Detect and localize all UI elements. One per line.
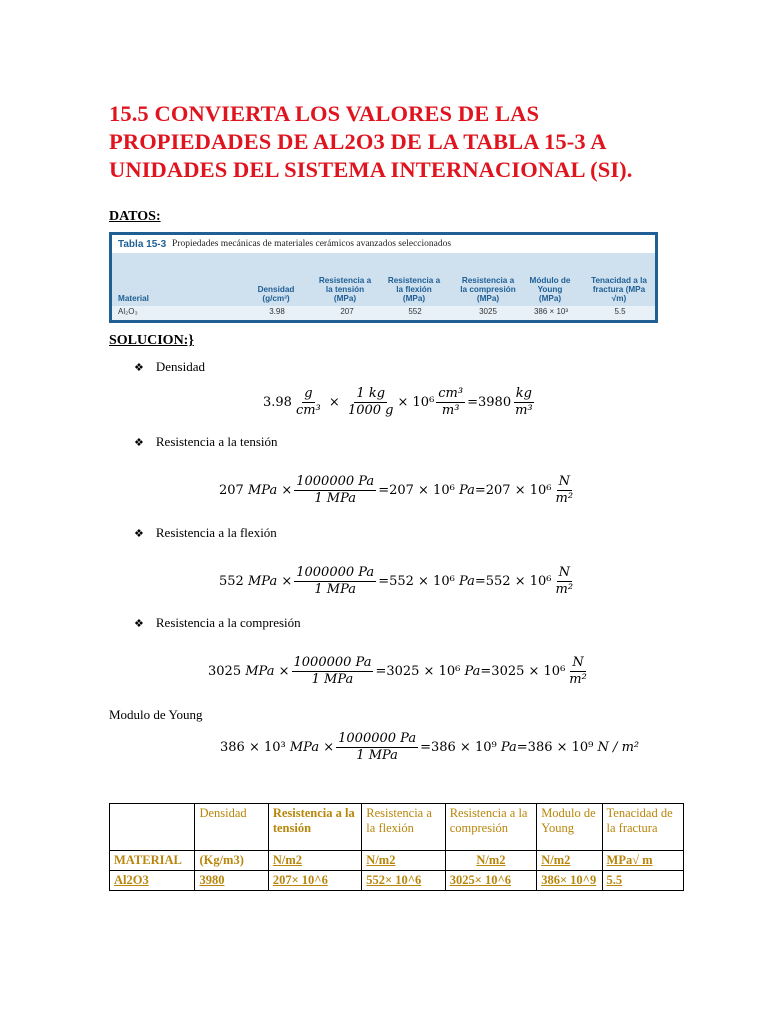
section-label-flexion: Resistencia a la flexión [155, 525, 277, 540]
eq-result-1: =3025 × 10⁶ [375, 664, 461, 679]
source-table-caption [112, 235, 655, 254]
denominator: m² [555, 491, 574, 506]
fraction [292, 655, 374, 688]
table-cell: MATERIAL [110, 851, 195, 871]
eq-multiplier: × 10⁶ [397, 395, 435, 410]
numerator: N [572, 655, 584, 670]
equation-compresion: 3025 MPa × $\frac{1000000 Pa}{\text{1 MPa}}$ =3025 × 10⁶ Pa =3025 × 10⁶ $\frac{N}{\text{m²}}$ [208, 655, 587, 687]
fraction [346, 386, 396, 419]
numerator: N [558, 565, 570, 580]
table-cell: Resistencia a la flexión [362, 804, 445, 851]
table-row [110, 851, 684, 871]
eq-result-2: =386 × 10⁹ [516, 740, 594, 755]
source-cell-tension: 207 [340, 307, 354, 316]
source-header-compresion: Resistencia a la compresión (MPa) [460, 276, 516, 303]
numerator: 1000000 Pa [296, 474, 375, 489]
denominator: 1 MPa [356, 748, 398, 763]
eq-result-1: =552 × 10⁶ [378, 574, 455, 589]
bullet-flexion [134, 525, 277, 541]
fraction [554, 474, 576, 507]
denominator: m² [555, 582, 574, 597]
eq-value: 3.98 [263, 395, 292, 410]
section-label-densidad: Densidad [155, 359, 205, 374]
source-table-number: Tabla 15-3 [118, 238, 167, 250]
result-table [109, 803, 684, 891]
fraction [294, 386, 323, 419]
source-header-tenacidad: Tenacidad a la fractura (MPa √m) [591, 276, 647, 303]
table-cell: 5.5 [602, 871, 683, 891]
fraction [513, 386, 535, 419]
fraction [294, 474, 376, 507]
source-header-material: Material [118, 294, 149, 303]
source-cell-flexion: 552 [408, 307, 422, 316]
equation-young: 386 × 10³ MPa × $\frac{1000000 Pa}{\text{1 MPa}}$ =386 × 10⁹ Pa =386 × 10⁹ N / m² [220, 731, 640, 763]
denominator: m³ [515, 403, 533, 418]
title-line-3: UNIDADES DEL SISTEMA INTERNACIONAL (SI). [109, 157, 633, 182]
eq-value: 552 [219, 574, 244, 589]
fraction [336, 731, 418, 764]
bullet-tension [134, 434, 278, 450]
table-cell: 386× 10^9 [537, 871, 602, 891]
title-line-1: 15.5 CONVIERTA LOS VALORES DE LAS [109, 101, 540, 126]
denominator: cm³ [295, 403, 321, 418]
table-cell: N/m2 [362, 851, 445, 871]
numerator: 1000000 Pa [296, 565, 375, 580]
table-cell: N/m2 [445, 851, 536, 871]
numerator: 1 kg [356, 386, 386, 401]
denominator: m³ [441, 403, 460, 418]
numerator: kg [515, 386, 532, 401]
section-label-compresion: Resistencia a la compresión [155, 615, 301, 630]
table-cell: (Kg/m3) [195, 851, 268, 871]
numerator: 1000000 Pa [293, 655, 372, 670]
equation-densidad: 3.98 $\frac{g}{\text{cm³}}$ × $\frac{1 kg}{1000 g}$ × 10⁶ $\frac{\text{cm³}}{\text{m³}}$ =3980 $\frac{kg}{\text{m³}}$ [263, 386, 533, 418]
numerator: cm³ [438, 386, 464, 401]
source-table-row [112, 306, 655, 320]
eq-result-2: =207 × 10⁶ [474, 483, 552, 498]
table-cell: Al2O3 [110, 871, 195, 891]
source-header-young: Módulo de Young (MPa) [529, 276, 571, 303]
source-header-densidad: Densidad (g/cm³) [257, 285, 295, 303]
source-table-caption-text: Propiedades mecánicas de materiales cerámicos avanzados seleccionados [172, 239, 452, 249]
table-cell: Modulo de Young [537, 804, 602, 851]
title-line-2: PROPIEDADES DE AL2O3 DE LA TABLA 15-3 A [109, 129, 607, 154]
eq-result-2: =552 × 10⁶ [474, 574, 552, 589]
datos-label: DATOS: [109, 209, 161, 224]
table-cell: Densidad [195, 804, 268, 851]
equation-tension: 207 MPa × $\frac{1000000 Pa}{\text{1 MPa}}$ =207 × 10⁶ Pa =207 × 10⁶ $\frac{N}{\text{m²}}$ [219, 474, 574, 506]
eq-value: 386 × 10³ [220, 740, 286, 755]
eq-value: 207 [219, 483, 244, 498]
table-cell: 207× 10^6 [268, 871, 361, 891]
source-cell-densidad: 3.98 [269, 307, 285, 316]
eq-result-1: =207 × 10⁶ [378, 483, 455, 498]
source-cell-young: 386 × 10³ [533, 307, 569, 316]
table-cell: MPa√ m [602, 851, 683, 871]
denominator: 1 MPa [311, 672, 354, 687]
table-cell: Resistencia a la compresión [445, 804, 536, 851]
source-cell-compresion: 3025 [479, 307, 497, 316]
diamond-bullet-icon: ❖ [134, 361, 144, 374]
diamond-bullet-icon: ❖ [134, 527, 144, 540]
bullet-densidad [134, 359, 205, 375]
table-cell [110, 804, 195, 851]
table-cell: 552× 10^6 [362, 871, 445, 891]
eq-result: =3980 [467, 395, 512, 410]
eq-result-1: =386 × 10⁹ [420, 740, 497, 755]
table-cell: N/m2 [537, 851, 602, 871]
numerator: g [304, 386, 313, 401]
solucion-label: SOLUCION:} [109, 333, 194, 348]
source-cell-tenacidad: 5.5 [614, 307, 626, 316]
denominator: 1 MPa [314, 582, 357, 597]
table-row [110, 871, 684, 891]
diamond-bullet-icon: ❖ [134, 617, 144, 630]
table-cell: 3025× 10^6 [445, 871, 536, 891]
fraction [436, 386, 465, 419]
denominator: 1000 g [347, 403, 394, 418]
source-cell-material: Al₂O₃ [118, 307, 138, 316]
source-table-header [112, 253, 655, 306]
table-cell: 3980 [195, 871, 268, 891]
source-header-flexion: Resistencia a la flexión (MPa) [387, 276, 441, 303]
diamond-bullet-icon: ❖ [134, 436, 144, 449]
eq-result-2: =3025 × 10⁶ [480, 664, 566, 679]
fraction [554, 565, 576, 598]
denominator: 1 MPa [314, 491, 357, 506]
eq-value: 3025 [208, 664, 242, 679]
denominator: m² [569, 672, 587, 687]
table-row [110, 804, 684, 851]
table-cell: N/m2 [268, 851, 361, 871]
table-cell: Resistencia a la tensión [268, 804, 361, 851]
fraction [567, 655, 589, 688]
source-table-image [109, 232, 658, 323]
numerator: N [558, 474, 570, 489]
equation-flexion: 552 MPa × $\frac{1000000 Pa}{\text{1 MPa}}$ =552 × 10⁶ Pa =552 × 10⁶ $\frac{N}{\text{m²}}$ [219, 565, 574, 597]
eq-unit: N / m² [597, 740, 640, 755]
section-label-young: Modulo de Young [109, 707, 203, 722]
table-cell: Tenacidad de la fractura [602, 804, 683, 851]
source-header-tension: Resistencia a la tensión (MPa) [318, 276, 372, 303]
fraction [294, 565, 376, 598]
bullet-compresion [134, 615, 301, 631]
page-title [109, 100, 689, 184]
numerator: 1000000 Pa [338, 731, 417, 746]
section-label-tension: Resistencia a la tensión [155, 434, 278, 449]
